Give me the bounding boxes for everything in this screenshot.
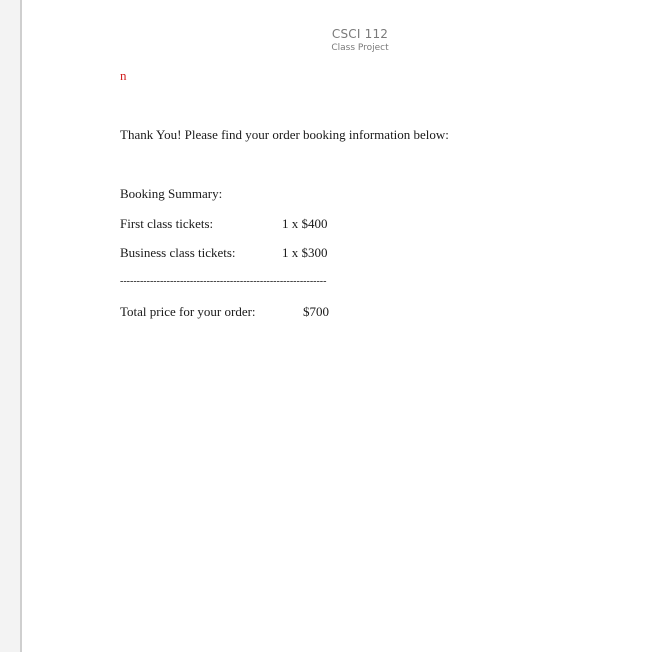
- total-price-label: Total price for your order:: [120, 304, 256, 319]
- left-margin-gutter: [0, 0, 22, 652]
- booking-summary-heading: Booking Summary:: [120, 186, 223, 201]
- business-class-label: Business class tickets:: [120, 245, 236, 260]
- header-subtitle: Class Project: [331, 43, 389, 53]
- document-page: [22, 0, 652, 652]
- summary-divider: --------------------------------------------------------------: [120, 276, 327, 287]
- first-class-label: First class tickets:: [120, 216, 214, 231]
- business-class-value: 1 x $300: [282, 245, 328, 260]
- red-marker-text: n: [120, 68, 127, 83]
- thank-you-message: Thank You! Please find your order booking information below:: [120, 127, 449, 142]
- header-title: CSCI 112: [331, 27, 389, 41]
- page-header: [22, 27, 652, 54]
- total-price-value: $700: [303, 304, 329, 319]
- first-class-value: 1 x $400: [282, 216, 328, 231]
